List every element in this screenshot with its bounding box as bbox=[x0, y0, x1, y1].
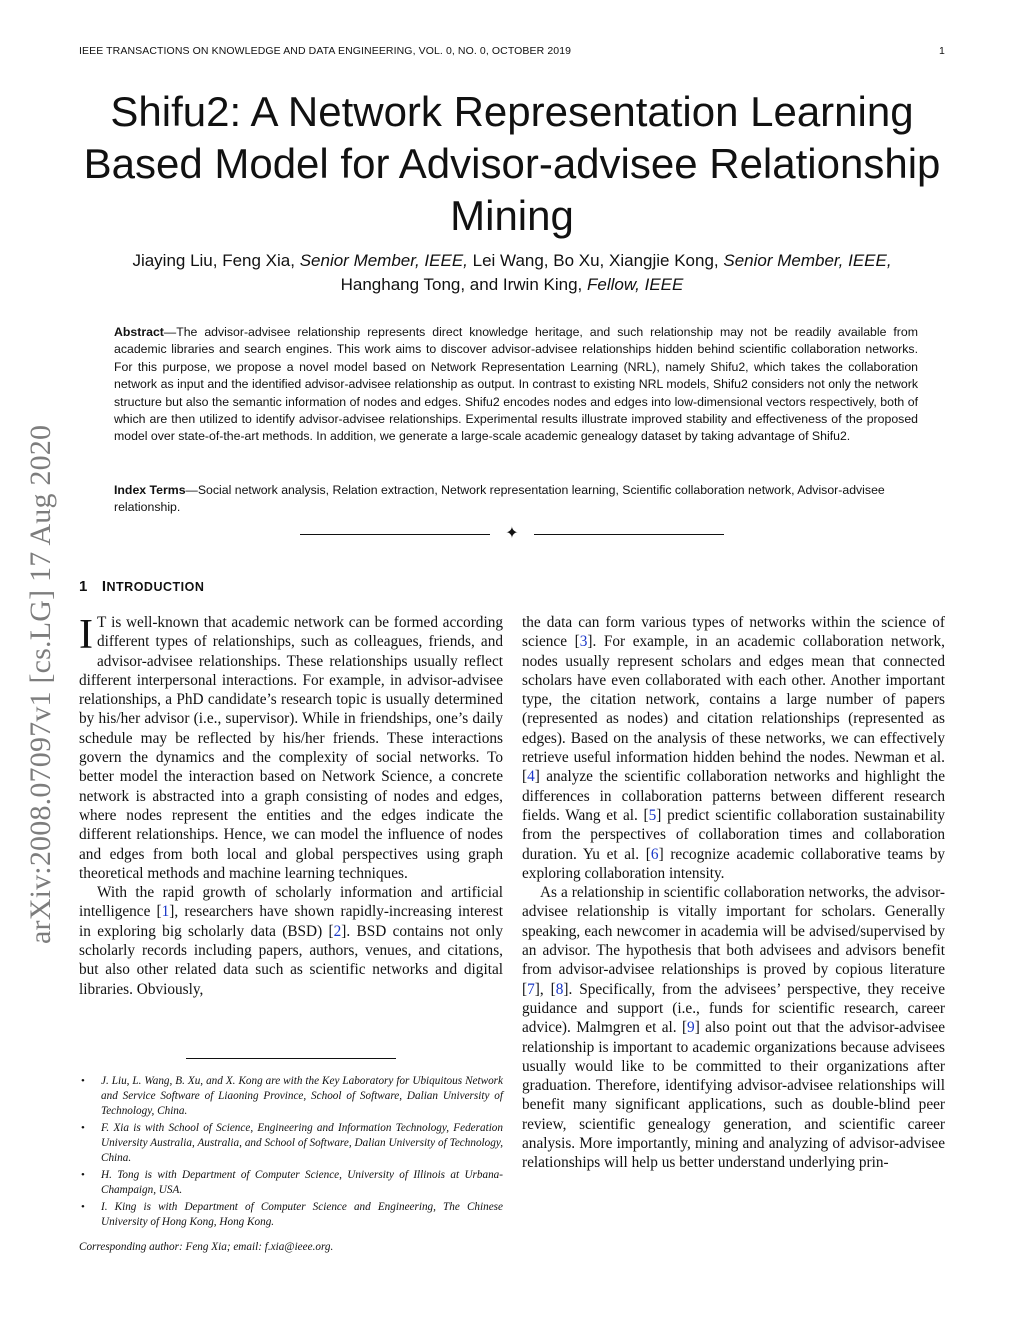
paragraph-text: ] also point out that the advisor-advisee relationship is important to academic organizations because advisees usually would like to be committed to their organizations after graduation. Therefore, identifying advisor-advisee relationships will benefit many significant applications, such as double-blind peer review, scientific genealogy generation, and scientific career analysis. More importantly, mining and analyzing of advisor-advisee relationships will help us better understand underlying prin- bbox=[522, 1019, 945, 1172]
intro-paragraph-4 bbox=[522, 883, 945, 1172]
divider-line-left bbox=[300, 534, 490, 535]
bullet-icon: • bbox=[81, 1075, 85, 1087]
section-divider bbox=[300, 526, 724, 542]
section-title-rest: NTRODUCTION bbox=[106, 580, 205, 594]
citation-link[interactable]: 5 bbox=[648, 806, 657, 824]
paragraph-text: As a relationship in scientific collaboration networks, the advisor-advisee relationship is vitally important for scholars. Generally speaking, each newcomer in academia will be advised/supervised by an advisor. The hypothesis that both advisees and advisors benefit from advisor-advisee relationships is proved by copious literature [ bbox=[522, 884, 945, 998]
citation-link[interactable]: 2 bbox=[333, 922, 342, 940]
paragraph-text: the data can form various types of networks within the science of science [ bbox=[522, 614, 945, 651]
footnote-item bbox=[79, 1074, 503, 1119]
paragraph-text: ], researchers have shown rapidly-increasing interest in exploring big scholarly data (BSD) [ bbox=[79, 903, 503, 940]
abstract-label: Abstract bbox=[114, 325, 164, 339]
footnote-item bbox=[79, 1121, 503, 1166]
paragraph-text: ]. Specifically, from the advisees’ perspective, they receive guidance and support (i.e., funds for scientific research, career advice). Malmgren et al. [ bbox=[522, 980, 945, 1037]
abstract-text: —The advisor-advisee relationship represents direct knowledge heritage, and such relationship may not be readily available from academic libraries and search engines. This work aims to discover advisor-advisee relationships hidden behind scientific collaboration networks. For this purpose, we propose a novel model based on Network Representation Learning (NRL), namely Shifu2, which takes the collaboration network as input and the identified advisor-advisee relationship as output. In contrast to existing NRL models, Shifu2 considers not only the network structure but also the semantic information of nodes and edges. Shifu2 encodes nodes and edges into low-dimensional vectors respectively, both of which are then utilized to identify advisor-advisee relationships. Experimental results illustrate improved stability and effectiveness of the proposed model over state-of-the-art methods. In addition, we generate a large-scale academic genealogy dataset by taking advantage of Shifu2. bbox=[114, 325, 918, 444]
footnotes bbox=[79, 1074, 503, 1257]
citation-link[interactable]: 7 bbox=[527, 980, 535, 998]
section-number: 1 bbox=[79, 578, 88, 595]
drop-cap: I bbox=[79, 612, 93, 658]
paragraph-text: With the rapid growth of scholarly information and artificial intelligence [ bbox=[79, 884, 503, 921]
journal-name: IEEE TRANSACTIONS ON KNOWLEDGE AND DATA ENGINEERING, VOL. 0, NO. 0, OCTOBER 2019 bbox=[79, 45, 572, 57]
abstract bbox=[114, 324, 918, 446]
section-heading bbox=[79, 578, 204, 595]
bullet-icon: • bbox=[81, 1122, 85, 1134]
authors-text: Hanghang Tong, and Irwin King, bbox=[340, 275, 587, 294]
running-head bbox=[79, 45, 945, 57]
paragraph-text: ] recognize academic collaborative teams by exploring collaboration intensity. bbox=[522, 845, 946, 882]
right-column bbox=[522, 613, 945, 1173]
footnote-text: J. Liu, L. Wang, B. Xu, and X. Kong are with the Key Laboratory for Ubiquitous Network and Service Software of Liaoning Province, School of Software, Dalian University of Technology, China. bbox=[101, 1075, 503, 1117]
bullet-icon: • bbox=[81, 1201, 85, 1213]
citation-link[interactable]: 8 bbox=[555, 980, 564, 998]
paragraph-text: is well-known that academic network can be formed according different types of relationships, such as colleagues, friends, and advisor-advisee relationships. These relationships usually reflect different interpersonal interactions. For example, in advisor-advisee relationships, a PhD candidate’s research topic is usually determined by his/her advisor (i.e., supervisor). While in friendships, one’s daily schedule may be reflected by his/her friends. These interactions govern the dynamics and the complexity of social networks. To better model the interaction based on Network Science, a concrete network is abstracted into a graph consisting of nodes and edges, where nodes represent the entities and the edges indicate the different relationships. Hence, we can model the influence of nodes and edges from both local and global perspectives using graph theoretical methods and machine learning techniques. bbox=[79, 614, 503, 882]
index-terms-label: Index Terms bbox=[114, 483, 186, 497]
intro-paragraph-2 bbox=[79, 883, 503, 999]
authors-text: Lei Wang, Bo Xu, Xiangjie Kong, bbox=[467, 251, 724, 270]
title-line-2: Based Model for Advisor-advisee Relationship bbox=[83, 140, 941, 187]
left-column bbox=[79, 613, 503, 999]
paragraph-text: ]. For example, in an academic collaboration network, nodes usually represent scholars and edges mean that connected scholars have even collaborated with each other. Another important type, the citation network, contains a large number of papers (represented as nodes) and citation relationships (represented as edges). Based on the analysis of these networks, we can effectively retrieve useful information hidden behind the nodes. Newman et al. [ bbox=[522, 633, 946, 786]
paper-title bbox=[60, 86, 964, 242]
title-line-1: Shifu2: A Network Representation Learning bbox=[110, 88, 914, 135]
citation-link[interactable]: 6 bbox=[650, 845, 659, 863]
intro-paragraph-3 bbox=[522, 613, 945, 883]
footnote-item bbox=[79, 1168, 503, 1198]
author-title: Senior Member, IEEE, bbox=[299, 251, 468, 270]
paragraph-text: ], [ bbox=[534, 980, 556, 998]
footnote-text: H. Tong is with Department of Computer Science, University of Illinois at Urbana-Champaign, USA. bbox=[101, 1169, 503, 1196]
paragraph-text: ] analyze the scientific collaboration networks and highlight the differences in collaboration patterns between different research fields. Wang et al. [ bbox=[522, 768, 945, 824]
footnote-item bbox=[79, 1200, 503, 1230]
corresponding-author: Corresponding author: Feng Xia; email: f.xia@ieee.org. bbox=[79, 1241, 334, 1253]
small-caps-lead: T bbox=[97, 614, 107, 631]
divider-line-right bbox=[534, 534, 724, 535]
bullet-icon: • bbox=[81, 1169, 85, 1181]
citation-link[interactable]: 9 bbox=[687, 1019, 695, 1037]
title-line-3: Mining bbox=[450, 192, 574, 239]
index-terms-text: —Social network analysis, Relation extraction, Network representation learning, Scientific collaboration network, Advisor-advisee relationship. bbox=[114, 483, 885, 515]
author-list bbox=[60, 249, 964, 297]
section-initial: I bbox=[101, 578, 107, 595]
author-title: Fellow, IEEE bbox=[586, 275, 684, 294]
footnote-text: F. Xia is with School of Science, Engineering and Information Technology, Federation University Australia, Australia, and School of Software, Dalian University of Technology, China. bbox=[101, 1122, 503, 1164]
paragraph-text: ] predict scientific collaboration sustainability from the perspectives of collaboration times and collaboration duration. Yu et al. [ bbox=[522, 806, 945, 863]
index-terms bbox=[114, 482, 918, 517]
paragraph-text: ]. BSD contains not only scholarly records including papers, authors, venues, and citations, but also other related data such as scientific networks and digital libraries. Obviously, bbox=[79, 922, 503, 998]
arxiv-stamp[interactable]: arXiv:2008.07097v1 [cs.LG] 17 Aug 2020 bbox=[24, 424, 57, 944]
authors-text: Jiaying Liu, Feng Xia, bbox=[132, 251, 300, 270]
footnote-rule bbox=[186, 1058, 396, 1059]
page-number: 1 bbox=[939, 45, 945, 57]
citation-link[interactable]: 4 bbox=[527, 768, 535, 786]
footnote-text: I. King is with Department of Computer Science and Engineering, The Chinese University of Hong Kong, Hong Kong. bbox=[101, 1201, 503, 1228]
author-title: Senior Member, IEEE, bbox=[723, 251, 892, 270]
intro-paragraph-1 bbox=[79, 613, 503, 883]
citation-link[interactable]: 1 bbox=[161, 903, 170, 921]
diamond-icon: ✦ bbox=[505, 525, 519, 542]
citation-link[interactable]: 3 bbox=[579, 633, 588, 651]
